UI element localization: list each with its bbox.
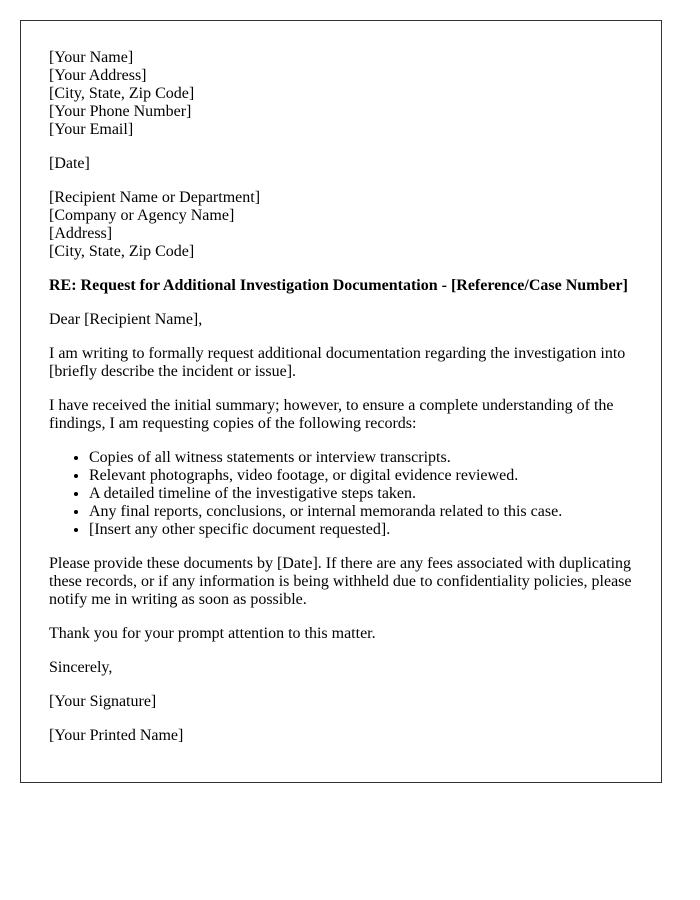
letter-date: [Date]	[49, 155, 90, 172]
list-item: • Copies of all witness statements or interview transcripts.	[89, 449, 634, 467]
recipient-city: [City, State, Zip Code]	[49, 243, 195, 260]
salutation: Dear [Recipient Name],	[49, 311, 203, 328]
signature: [Your Signature]	[49, 693, 157, 710]
body-paragraph: I have received the initial summary; however, to ensure a complete understanding of the findings, I am requesting copies of the following records:	[49, 397, 614, 432]
letter	[20, 20, 662, 783]
list-item: • Any final reports, conclusions, or internal memoranda related to this case.	[89, 503, 634, 521]
body-paragraph: I am writing to formally request additional documentation regarding the investigation into [briefly describe the incident or issue].	[49, 345, 626, 380]
requested-items-list	[49, 449, 634, 539]
sender-phone: [Your Phone Number]	[49, 103, 192, 120]
signoff: Sincerely,	[49, 659, 113, 676]
list-item: • A detailed timeline of the investigative steps taken.	[89, 485, 634, 503]
printed-name: [Your Printed Name]	[49, 727, 184, 744]
sender-address: [Your Address]	[49, 67, 147, 84]
recipient-company: [Company or Agency Name]	[49, 207, 235, 224]
sender-email: [Your Email]	[49, 121, 134, 138]
sender-block	[49, 49, 634, 139]
subject-line: RE: Request for Additional Investigation Documentation - [Reference/Case Number]	[49, 277, 628, 294]
sender-city: [City, State, Zip Code]	[49, 85, 195, 102]
body-paragraph: Please provide these documents by [Date]. If there are any fees associated with duplicating these records, or if any information is being withheld due to confidentiality policies, please notify me in writing as soon as possible.	[49, 555, 632, 608]
recipient-block	[49, 189, 634, 261]
list-item: • Relevant photographs, video footage, or digital evidence reviewed.	[89, 467, 634, 485]
list-item: • [Insert any other specific document requested].	[89, 521, 634, 539]
body-paragraph: Thank you for your prompt attention to this matter.	[49, 625, 376, 642]
recipient-address: [Address]	[49, 225, 113, 242]
recipient-name: [Recipient Name or Department]	[49, 189, 261, 206]
sender-name: [Your Name]	[49, 49, 134, 66]
